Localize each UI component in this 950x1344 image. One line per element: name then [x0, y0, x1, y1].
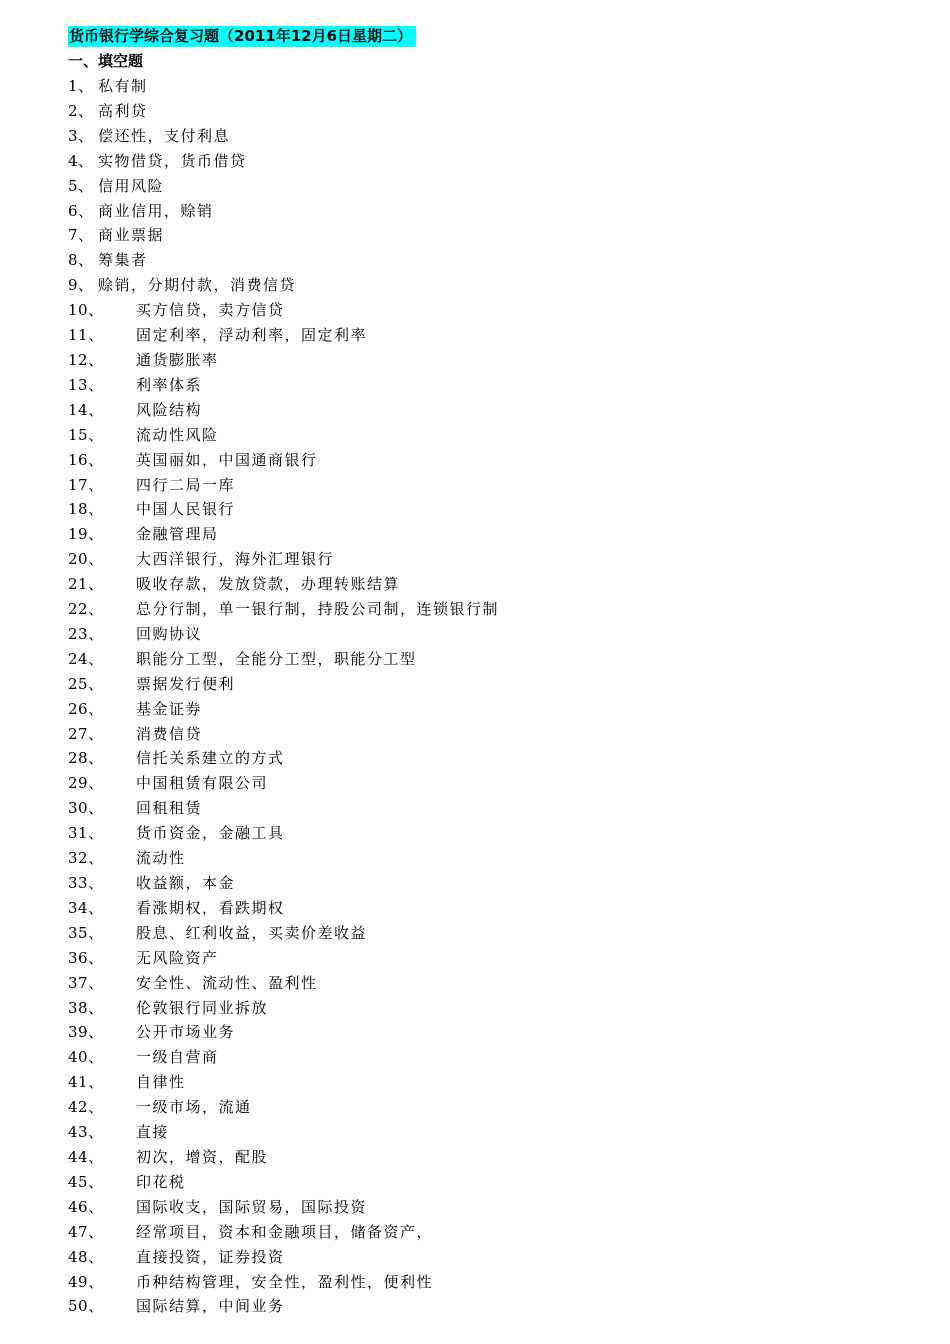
list-item — [68, 223, 928, 248]
answer-text: 经常项目，资本和金融项目，储备资产， — [136, 1222, 434, 1241]
answer-text: 私有制 — [98, 77, 148, 95]
answer-number: 22、 — [68, 600, 104, 619]
answer-text: 吸收存款，发放贷款，办理转账结算 — [136, 575, 401, 594]
answer-number: 5、 — [68, 176, 94, 195]
list-item — [68, 1120, 928, 1145]
list-item — [68, 373, 928, 398]
answer-text: 商业信用，赊销 — [98, 201, 214, 220]
list-item — [68, 1095, 928, 1120]
list-item — [68, 174, 928, 199]
answer-text: 职能分工型，全能分工型，职能分工型 — [136, 649, 417, 668]
list-item — [68, 647, 928, 672]
list-item — [68, 1045, 928, 1070]
answer-text: 中国人民银行 — [136, 500, 236, 519]
list-item — [68, 124, 928, 149]
list-item — [68, 348, 928, 373]
answer-text: 中国租赁有限公司 — [136, 774, 269, 793]
list-item — [68, 1170, 928, 1195]
list-item — [68, 522, 928, 547]
answer-number: 14、 — [68, 400, 104, 419]
answer-text: 公开市场业务 — [136, 1023, 236, 1042]
answer-number: 24、 — [68, 649, 104, 668]
list-item — [68, 846, 928, 871]
list-item — [68, 199, 928, 224]
answer-number: 26、 — [68, 699, 104, 718]
list-item — [68, 497, 928, 522]
answer-text: 基金证券 — [136, 699, 203, 718]
document-title: 货币银行学综合复习题（2011年12月6日星期二） — [68, 26, 416, 47]
answer-text: 自律性 — [136, 1073, 186, 1092]
list-item — [68, 672, 928, 697]
list-item — [68, 896, 928, 921]
answer-text: 初次，增资，配股 — [136, 1147, 269, 1166]
answer-number: 15、 — [68, 425, 104, 444]
answer-number: 16、 — [68, 450, 104, 469]
answer-text: 看涨期权，看跌期权 — [136, 898, 285, 917]
answer-number: 2、 — [68, 101, 94, 120]
answer-number: 13、 — [68, 375, 104, 394]
answer-text: 国际收支，国际贸易，国际投资 — [136, 1197, 368, 1216]
answer-number: 28、 — [68, 749, 104, 768]
answer-text: 总分行制，单一银行制，持股公司制，连锁银行制 — [136, 600, 500, 619]
answer-text: 股息、红利收益，买卖价差收益 — [136, 923, 368, 942]
answer-number: 47、 — [68, 1222, 104, 1241]
answer-number: 36、 — [68, 948, 104, 967]
list-item — [68, 746, 928, 771]
answer-text: 币种结构管理，安全性，盈利性，便利性 — [136, 1272, 434, 1291]
answer-text: 四行二局一库 — [136, 475, 236, 494]
answer-text: 实物借贷，货币借贷 — [98, 151, 247, 170]
list-item — [68, 1145, 928, 1170]
answer-number: 4、 — [68, 151, 94, 170]
answer-text: 伦敦银行同业拆放 — [136, 998, 269, 1017]
answer-text: 信托关系建立的方式 — [136, 749, 285, 768]
answer-number: 23、 — [68, 624, 104, 643]
list-item — [68, 323, 928, 348]
answer-number: 44、 — [68, 1147, 104, 1166]
answer-text: 英国丽如，中国通商银行 — [136, 450, 318, 469]
answer-number: 38、 — [68, 998, 104, 1017]
answer-number: 7、 — [68, 226, 94, 245]
answer-number: 21、 — [68, 575, 104, 594]
answer-text: 风险结构 — [136, 400, 203, 419]
answer-number: 34、 — [68, 898, 104, 917]
list-item — [68, 99, 928, 124]
answer-number: 10、 — [68, 301, 104, 320]
answer-number: 48、 — [68, 1247, 104, 1266]
answer-text: 直接投资，证券投资 — [136, 1247, 285, 1266]
answer-number: 46、 — [68, 1197, 104, 1216]
list-item — [68, 996, 928, 1021]
answer-number: 39、 — [68, 1023, 104, 1042]
answer-text: 回购协议 — [136, 624, 203, 643]
list-item — [68, 248, 928, 273]
answer-list — [68, 74, 928, 1319]
answer-text: 国际结算，中间业务 — [136, 1297, 285, 1316]
list-item — [68, 448, 928, 473]
list-item — [68, 622, 928, 647]
answer-number: 12、 — [68, 350, 104, 369]
answer-text: 买方信贷，卖方信贷 — [136, 301, 285, 320]
list-item — [68, 1220, 928, 1245]
answer-number: 20、 — [68, 550, 104, 569]
answer-number: 3、 — [68, 126, 94, 145]
list-item — [68, 771, 928, 796]
answer-number: 45、 — [68, 1172, 104, 1191]
answer-text: 金融管理局 — [136, 525, 219, 544]
list-item — [68, 946, 928, 971]
answer-text: 利率体系 — [136, 375, 203, 394]
section-heading: 一、填空题 — [68, 52, 144, 70]
list-item — [68, 273, 928, 298]
list-item — [68, 971, 928, 996]
answer-text: 直接 — [136, 1123, 170, 1142]
answer-text: 消费信贷 — [136, 724, 203, 743]
answer-number: 42、 — [68, 1098, 104, 1117]
list-item — [68, 572, 928, 597]
answer-number: 1、 — [68, 77, 94, 95]
answer-text: 赊销，分期付款，消费信贷 — [98, 276, 297, 295]
list-item — [68, 149, 928, 174]
list-item — [68, 1270, 928, 1295]
list-item — [68, 1020, 928, 1045]
answer-number: 37、 — [68, 973, 104, 992]
list-item — [68, 1294, 928, 1319]
answer-number: 40、 — [68, 1048, 104, 1067]
document-page — [68, 26, 928, 1319]
answer-text: 流动性 — [136, 849, 186, 868]
answer-number: 27、 — [68, 724, 104, 743]
answer-text: 筹集者 — [98, 251, 148, 270]
list-item — [68, 722, 928, 747]
answer-text: 无风险资产 — [136, 948, 219, 967]
answer-text: 固定利率，浮动利率，固定利率 — [136, 326, 368, 345]
list-item — [68, 597, 928, 622]
list-item — [68, 1070, 928, 1095]
answer-text: 通货膨胀率 — [136, 350, 219, 369]
answer-text: 安全性、流动性、盈利性 — [136, 973, 318, 992]
list-item — [68, 398, 928, 423]
list-item — [68, 871, 928, 896]
answer-number: 6、 — [68, 201, 94, 220]
list-item — [68, 921, 928, 946]
answer-text: 回租租赁 — [136, 799, 203, 818]
answer-number: 35、 — [68, 923, 104, 942]
answer-number: 41、 — [68, 1073, 104, 1092]
answer-number: 25、 — [68, 674, 104, 693]
answer-number: 32、 — [68, 849, 104, 868]
answer-text: 偿还性，支付利息 — [98, 126, 231, 145]
answer-text: 一级市场，流通 — [136, 1098, 252, 1117]
list-item — [68, 1195, 928, 1220]
list-item — [68, 547, 928, 572]
list-item — [68, 473, 928, 498]
answer-number: 29、 — [68, 774, 104, 793]
answer-number: 9、 — [68, 276, 94, 295]
answer-text: 一级自营商 — [136, 1048, 219, 1067]
list-item — [68, 74, 928, 99]
answer-number: 31、 — [68, 824, 104, 843]
answer-text: 货币资金，金融工具 — [136, 824, 285, 843]
answer-number: 19、 — [68, 525, 104, 544]
answer-number: 43、 — [68, 1123, 104, 1142]
answer-text: 收益额，本金 — [136, 874, 236, 892]
answer-text: 印花税 — [136, 1172, 186, 1191]
list-item — [68, 298, 928, 323]
answer-text: 票据发行便利 — [136, 674, 236, 693]
list-item — [68, 821, 928, 846]
list-item — [68, 796, 928, 821]
answer-number: 50、 — [68, 1297, 104, 1316]
list-item — [68, 697, 928, 722]
answer-text: 高利贷 — [98, 101, 148, 120]
answer-text: 商业票据 — [98, 226, 165, 245]
answer-number: 33、 — [68, 874, 104, 892]
answer-number: 11、 — [68, 326, 104, 345]
answer-number: 17、 — [68, 475, 104, 494]
answer-text: 流动性风险 — [136, 425, 219, 444]
list-item — [68, 1245, 928, 1270]
answer-text: 大西洋银行，海外汇理银行 — [136, 550, 335, 569]
answer-text: 信用风险 — [98, 176, 165, 195]
list-item — [68, 423, 928, 448]
answer-number: 49、 — [68, 1272, 104, 1291]
answer-number: 18、 — [68, 500, 104, 519]
answer-number: 30、 — [68, 799, 104, 818]
answer-number: 8、 — [68, 251, 94, 270]
